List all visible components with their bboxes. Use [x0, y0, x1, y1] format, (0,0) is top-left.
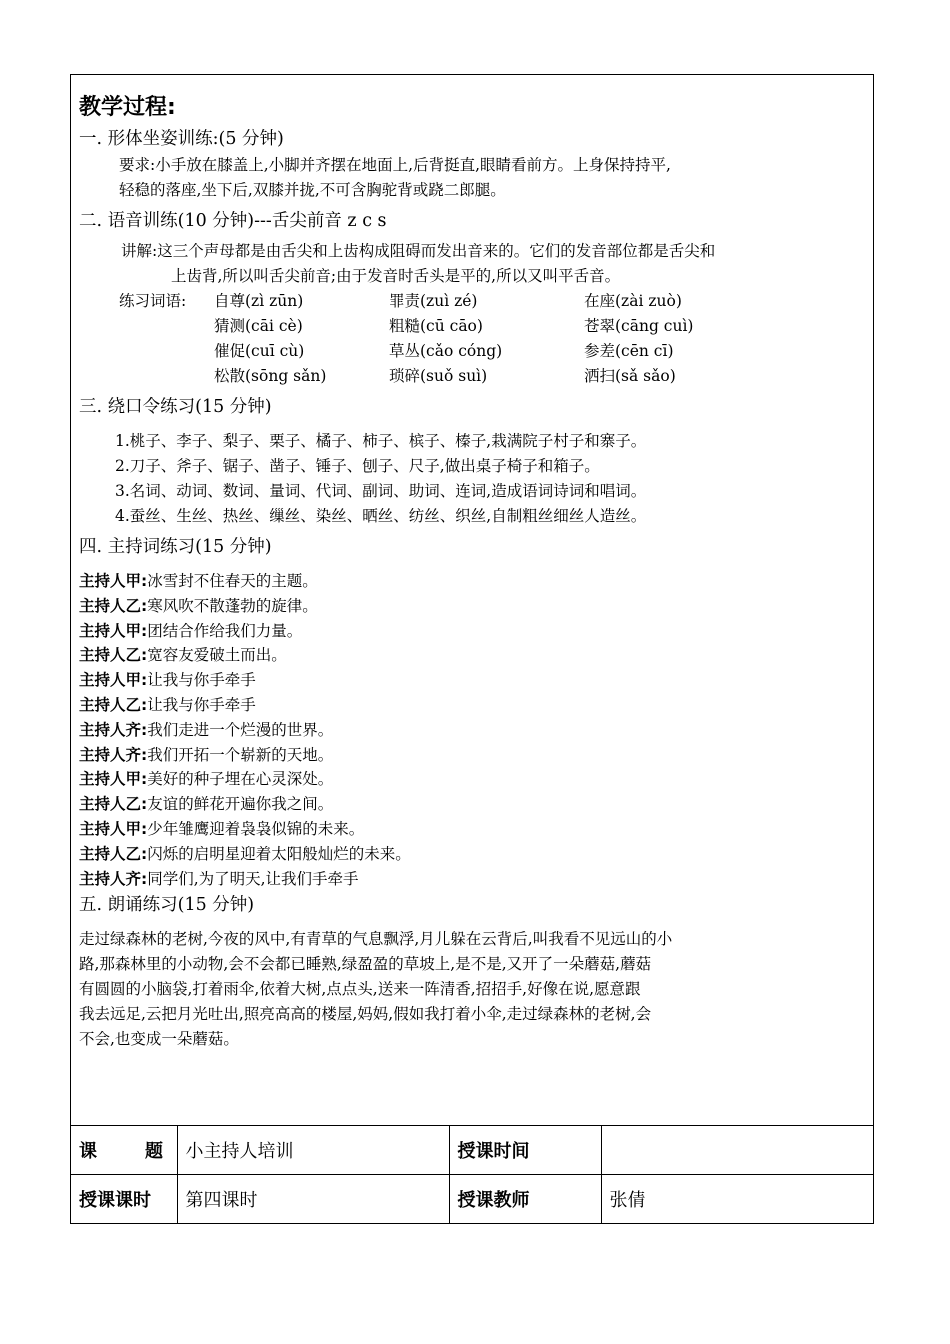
tongue-twister: 2.刀子、斧子、锯子、凿子、锤子、刨子、尺子,做出桌子椅子和箱子。: [115, 457, 600, 475]
vocab-item: 琐碎(suǒ suì): [389, 367, 488, 385]
time-value: [601, 1126, 873, 1175]
poem-line: 我去远足,云把月光吐出,照亮高高的楼屋,妈妈,假如我打着小伞,走过绿森林的老树,会: [79, 1005, 652, 1024]
table-row: [71, 1126, 873, 1175]
host-line: 主持人乙:宽容友爱破土而出。: [79, 646, 287, 665]
section-heading-5: 五. 朗诵练习(15 分钟): [79, 895, 255, 916]
vocab-item: 粗糙(cū cāo): [389, 317, 483, 335]
page-title: 教学过程:: [79, 95, 176, 120]
vocab-item: 松散(sōng sǎn): [214, 367, 327, 385]
poem-line: 走过绿森林的老树,今夜的风中,有青草的气息飘浮,月儿躲在云背后,叫我看不见远山的小: [79, 930, 673, 949]
section-text: 轻稳的落座,坐下后,双膝并拢,不可含胸驼背或跷二郎腿。: [119, 181, 506, 199]
host-line: 主持人甲:让我与你手牵手: [79, 671, 256, 690]
section-text: 上齿背,所以叫舌尖前音;由于发音时舌头是平的,所以又叫平舌音。: [171, 267, 621, 285]
host-line: 主持人甲:团结合作给我们力量。: [79, 621, 303, 640]
vocab-item: 催促(cuī cù): [214, 342, 305, 360]
period-value: 第四课时: [177, 1175, 449, 1224]
host-line: 主持人甲:美好的种子埋在心灵深处。: [79, 770, 334, 789]
poem-line: 有圆圆的小脑袋,打着雨伞,依着大树,点点头,送来一阵清香,招招手,好像在说,愿意跟: [79, 980, 641, 999]
host-line: 主持人齐:同学们,为了明天,让我们手牵手: [79, 869, 359, 888]
host-line: 主持人甲:少年雏鹰迎着袅袅似锦的未来。: [79, 819, 365, 838]
vocab-row: [79, 314, 865, 339]
section-heading-4: 四. 主持词练习(15 分钟): [79, 537, 272, 557]
tongue-twister: 1.桃子、李子、梨子、栗子、橘子、柿子、槟子、榛子,栽满院子村子和寨子。: [115, 432, 647, 450]
vocab-item: 草丛(cǎo cóng): [389, 342, 503, 360]
vocab-row: [79, 289, 865, 314]
table-row: [71, 1175, 873, 1224]
lesson-info-table: [71, 1125, 873, 1224]
section-heading-1: 一. 形体坐姿训练:(5 分钟): [79, 129, 284, 149]
section-heading-3: 三. 绕口令练习(15 分钟): [79, 397, 272, 417]
host-line: 主持人乙:寒风吹不散蓬勃的旋律。: [79, 596, 318, 615]
vocab-label: 练习词语:: [119, 292, 187, 310]
section-heading-2: 二. 语音训练(10 分钟)---舌尖前音 z c s: [79, 211, 387, 231]
host-line: 主持人乙:闪烁的启明星迎着太阳般灿烂的未来。: [79, 844, 411, 863]
vocab-item: 自尊(zì zūn): [214, 292, 304, 310]
section-text: 要求:小手放在膝盖上,小脚并齐摆在地面上,后背挺直,眼睛看前方。上身保持持平,: [119, 156, 671, 174]
lesson-content: [79, 91, 865, 1052]
vocab-item: 罪责(zuì zé): [389, 292, 478, 310]
course-value: 小主持人培训: [177, 1126, 449, 1175]
vocab-item: 在座(zài zuò): [584, 292, 682, 310]
teacher-label: 授课教师: [449, 1175, 601, 1224]
host-line: 主持人齐:我们开拓一个崭新的天地。: [79, 745, 334, 764]
poem-line: 不会,也变成一朵蘑菇。: [79, 1030, 239, 1049]
vocab-item: 洒扫(sǎ sǎo): [584, 367, 676, 385]
vocab-row: [79, 339, 865, 364]
period-label: 授课课时: [71, 1175, 177, 1224]
tongue-twister: 3.名词、动词、数词、量词、代词、副词、助词、连词,造成语词诗词和唱词。: [115, 482, 647, 500]
vocab-item: 猜测(cāi cè): [214, 317, 303, 335]
poem-line: 路,那森林里的小动物,会不会都已睡熟,绿盈盈的草坡上,是不是,又开了一朵蘑菇,蘑菇: [79, 955, 652, 974]
tongue-twister: 4.蚕丝、生丝、热丝、缫丝、染丝、晒丝、纺丝、织丝,自制粗丝细丝人造丝。: [115, 507, 647, 525]
time-label: 授课时间: [449, 1126, 601, 1175]
lesson-frame: [70, 74, 874, 1224]
vocab-item: 参差(cēn cī): [584, 342, 674, 360]
vocab-item: 苍翠(cāng cuì): [584, 317, 694, 335]
section-text: 讲解:这三个声母都是由舌尖和上齿构成阻碍而发出音来的。它们的发音部位都是舌尖和: [121, 242, 716, 260]
host-line: 主持人齐:我们走进一个烂漫的世界。: [79, 720, 334, 739]
course-label: 课 题: [71, 1126, 177, 1175]
host-line: 主持人乙:友谊的鲜花开遍你我之间。: [79, 795, 334, 814]
teacher-value: 张倩: [601, 1175, 873, 1224]
host-line: 主持人乙:让我与你手牵手: [79, 695, 256, 714]
host-line: 主持人甲:冰雪封不住春天的主题。: [79, 572, 318, 590]
vocab-row: [79, 364, 865, 389]
